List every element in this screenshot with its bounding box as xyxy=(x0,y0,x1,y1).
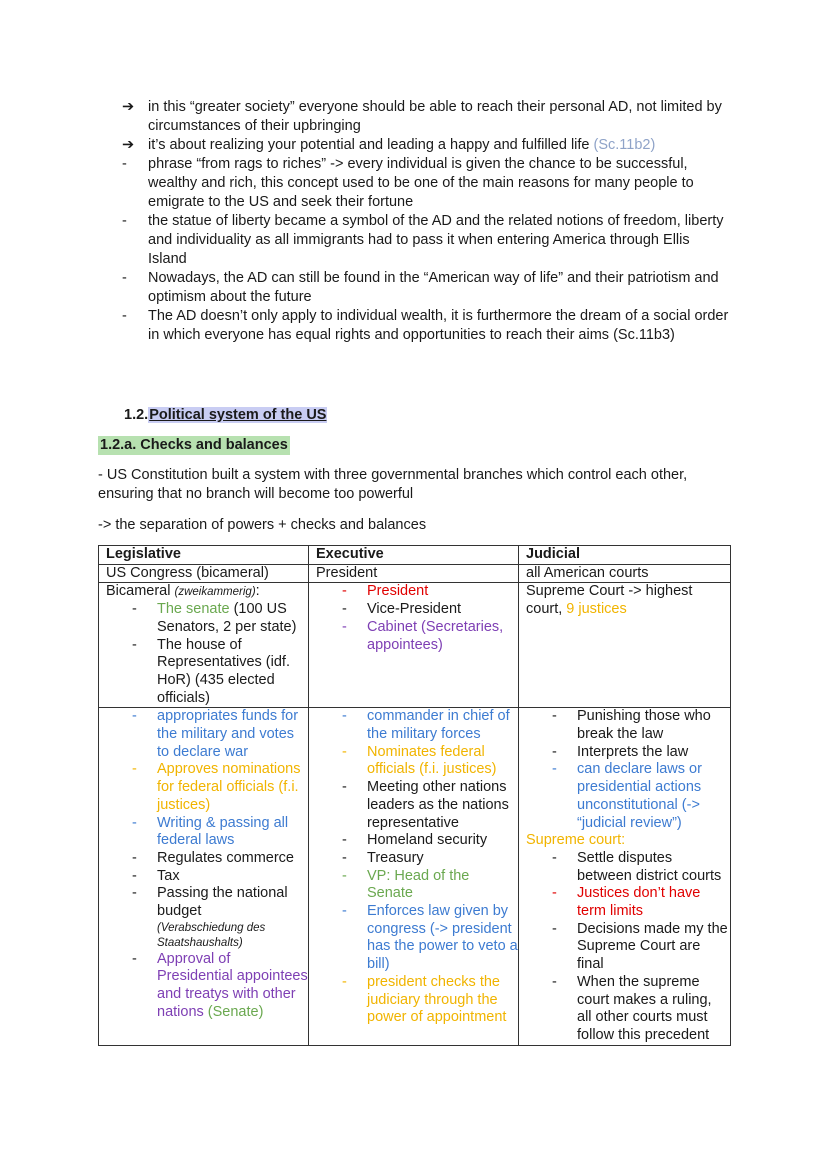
table-row xyxy=(99,546,731,565)
header-judicial: Judicial xyxy=(519,546,731,565)
list-item: - Writing & passing all federal laws xyxy=(106,815,308,850)
section-title: Political system of the US xyxy=(149,407,327,423)
list-item: - can declare laws or presidential actions unconstitutional (-> “judicial review”) xyxy=(526,761,730,832)
list-item: - Cabinet (Secretaries, appointees) xyxy=(316,619,518,654)
cell-list xyxy=(316,708,518,1027)
list-item: - Passing the national budget (Verabschiedung des Staatshaushalts) xyxy=(106,885,308,950)
list-item: - Regulates commerce xyxy=(106,850,308,868)
list-item: - Settle disputes between district courts xyxy=(526,850,730,885)
list-item: - Interprets the law xyxy=(526,744,730,762)
list-item: - Tax xyxy=(106,868,308,886)
list-item: - president checks the judiciary through the power of appointment xyxy=(316,974,518,1027)
table-cell xyxy=(99,583,309,708)
list-item: - phrase “from rags to riches” -> every individual is given the chance to be successful, wealthy and rich, this concept used to be one of the main reasons for many people to emigrate to the US and seek their fortune xyxy=(122,156,694,210)
table-row xyxy=(99,583,731,708)
supreme-court-label: Supreme court: xyxy=(526,832,626,849)
branches-table xyxy=(98,545,731,1046)
arrow-icon: ➔ xyxy=(122,99,135,115)
list-item: - Meeting other nations leaders as the nations representative xyxy=(316,779,518,832)
dash-marker: - xyxy=(122,156,127,172)
subsection-heading: 1.2.a. Checks and balances xyxy=(100,437,288,453)
list-item: - The house of Representatives (idf. HoR) (435 elected officials) xyxy=(106,637,308,708)
section-heading: 1.2.Political system of the US xyxy=(124,407,327,423)
list-item: - Approval of Presidential appointees and treatys with other nations (Senate) xyxy=(106,951,308,1022)
list-item: - commander in chief of the military forces xyxy=(316,708,518,743)
table-row xyxy=(99,564,731,583)
list-item: ➔ it’s about realizing your potential and leading a happy and fulfilled life (Sc.11b2) xyxy=(122,137,656,153)
list-item: - The senate (100 US Senators, 2 per state) xyxy=(106,601,308,636)
cell-list xyxy=(106,601,308,707)
list-item: - When the supreme court makes a ruling, all other courts must follow this precedent xyxy=(526,974,730,1045)
cell-list xyxy=(106,708,308,1021)
table-row xyxy=(99,708,731,1045)
list-item: - Enforces law given by congress (-> president has the power to veto a bill) xyxy=(316,903,518,974)
list-item: - Homeland security xyxy=(316,832,518,850)
cell-list xyxy=(316,583,518,654)
paragraph: -> the separation of powers + checks and balances xyxy=(98,517,427,533)
list-item: - appropriates funds for the military and votes to declare war xyxy=(106,708,308,761)
table-cell: all American courts xyxy=(519,564,731,583)
intro-bullet-list xyxy=(122,98,732,345)
list-item: - The AD doesn’t only apply to individual wealth, it is furthermore the dream of a social order in which everyone has equal rights and opportunities to reach their aims (Sc.11b3) xyxy=(122,308,729,343)
table-cell xyxy=(309,583,519,708)
list-item: - Nominates federal officials (f.i. justices) xyxy=(316,744,518,779)
list-item: - VP: Head of the Senate xyxy=(316,868,518,903)
table-cell xyxy=(519,708,731,1045)
list-item: - the statue of liberty became a symbol of the AD and the related notions of freedom, liberty and individuality as all immigrants had to pass it when entering America through Ellis Island xyxy=(122,213,724,267)
header-legislative: Legislative xyxy=(99,546,309,565)
arrow-icon: ➔ xyxy=(122,137,135,153)
list-item: - Treasury xyxy=(316,850,518,868)
scene-reference: (Sc.11b2) xyxy=(593,137,656,153)
cell-list xyxy=(526,850,730,1045)
dash-marker: - xyxy=(122,308,127,324)
list-item: - Nowadays, the AD can still be found in the “American way of life” and their patriotism and optimism about the future xyxy=(122,270,719,305)
dash-marker: - xyxy=(122,270,127,286)
cell-lead: Bicameral (zweikammerig): xyxy=(106,583,260,600)
paragraph: - US Constitution built a system with three governmental branches which control each other, ensuring that no branch will become too powerful xyxy=(98,467,688,502)
list-item: - Decisions made my the Supreme Court are final xyxy=(526,921,730,974)
header-executive: Executive xyxy=(309,546,519,565)
list-item: - Justices don’t have term limits xyxy=(526,885,730,920)
list-item: - President xyxy=(316,583,518,601)
table-cell xyxy=(99,708,309,1045)
list-item: - Vice-President xyxy=(316,601,518,619)
cell-list xyxy=(526,708,730,832)
list-item: - Punishing those who break the law xyxy=(526,708,730,743)
table-cell: President xyxy=(309,564,519,583)
table-cell: Supreme Court -> highest court, 9 justices xyxy=(519,583,731,708)
list-item: - Approves nominations for federal officials (f.i. justices) xyxy=(106,761,308,814)
dash-marker: - xyxy=(122,213,127,229)
list-item: ➔ in this “greater society” everyone should be able to reach their personal AD, not limited by circumstances of their upbringing xyxy=(122,99,722,134)
table-cell: US Congress (bicameral) xyxy=(99,564,309,583)
table-cell xyxy=(309,708,519,1045)
